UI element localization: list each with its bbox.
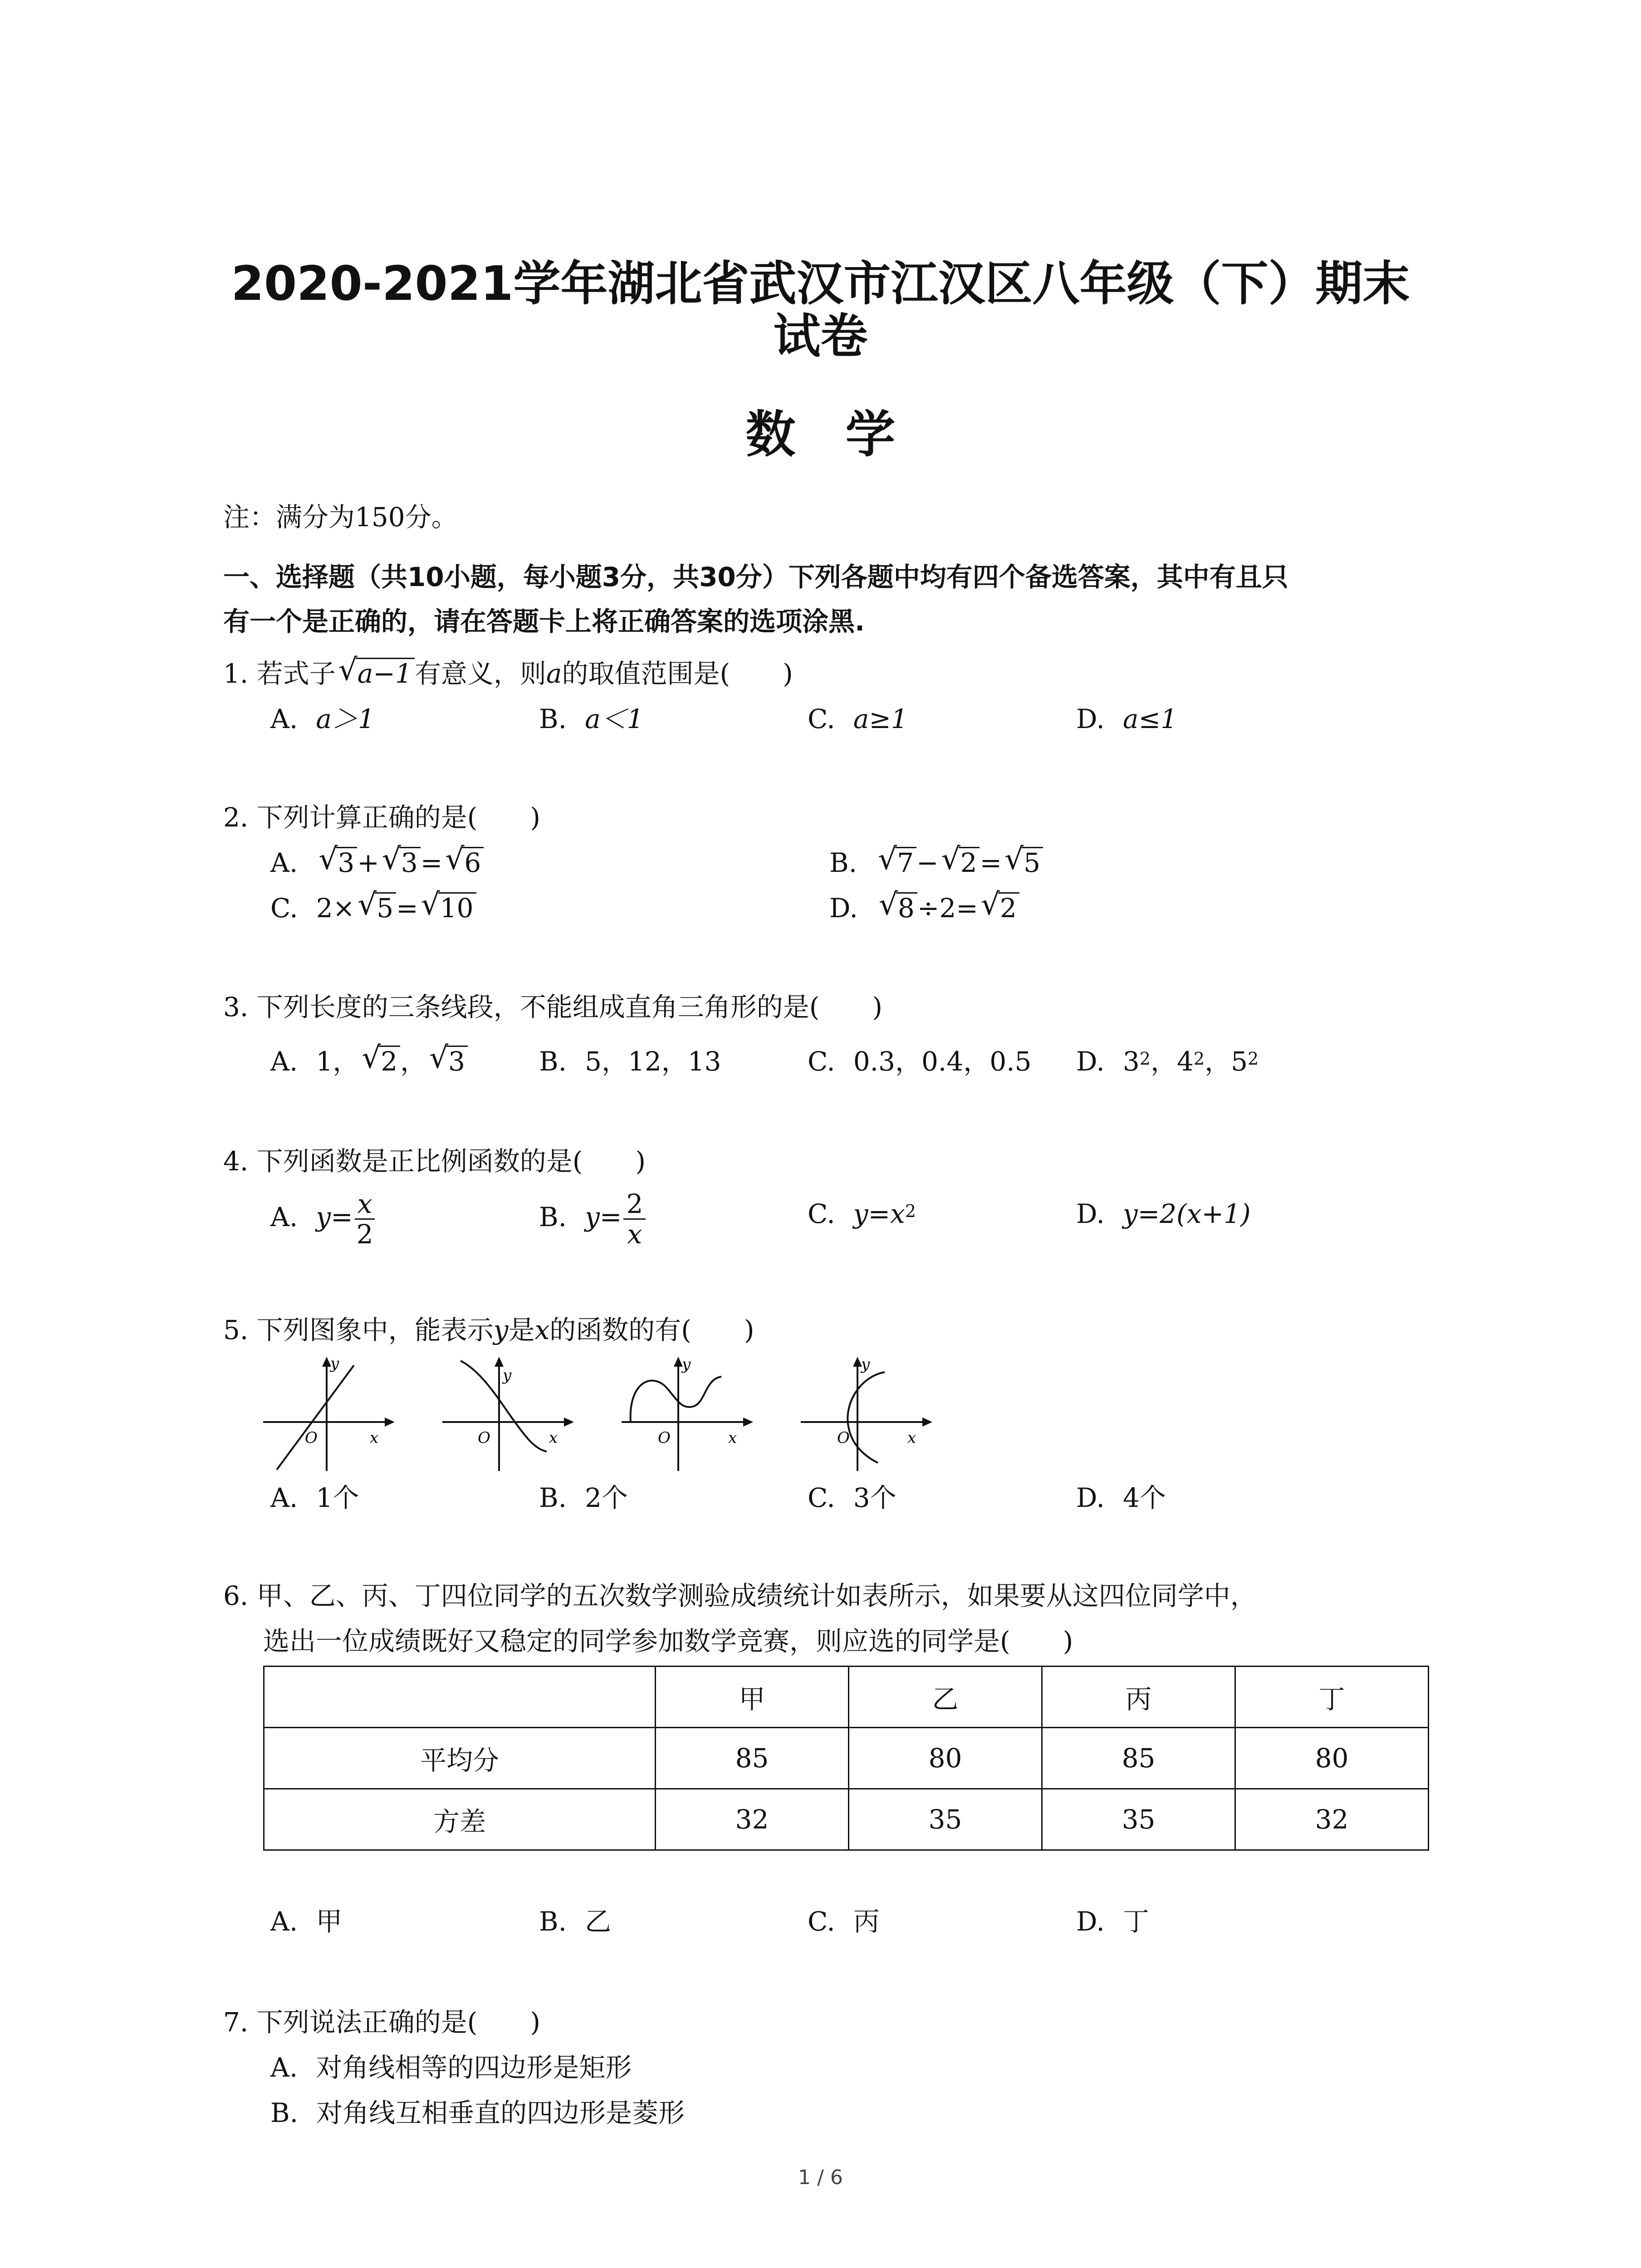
q3-option-d[interactable]: D. $3^2$，$4^2$，$5^2$ xyxy=(1076,1046,1259,1077)
graph-d-sideways-parabola xyxy=(801,1354,937,1472)
svg-text:O: O xyxy=(837,1429,850,1447)
q6-option-d[interactable]: D. 丁 xyxy=(1076,1906,1149,1937)
question-5-stem: 5. 下列图象中，能表示y是x的函数的有( ) xyxy=(223,1315,754,1345)
section1-instruction-line1: 一、选择题（共10小题，每小题3分，共30分）下列各题中均有四个备选答案，其中有且只 xyxy=(223,562,1288,592)
q3-option-c[interactable]: C. 0.3，0.4，0.5 xyxy=(808,1046,1032,1077)
section1-instruction-line2: 有一个是正确的，请在答题卡上将正确答案的选项涂黑. xyxy=(223,606,865,637)
q7-option-b[interactable]: B. 对角线互相垂直的四边形是菱形 xyxy=(270,2097,685,2128)
q3-option-b[interactable]: B. 5，12，13 xyxy=(539,1046,721,1077)
q6-option-c[interactable]: C. 丙 xyxy=(808,1906,880,1937)
q1-option-b[interactable]: B. a＜1 xyxy=(539,704,644,734)
page-number: 1 / 6 xyxy=(798,2166,843,2189)
q5-option-d[interactable]: D. 4个 xyxy=(1076,1482,1166,1513)
question-2-stem: 2. 下列计算正确的是( ) xyxy=(223,802,541,833)
question-3-stem: 3. 下列长度的三条线段，不能组成直角三角形的是( ) xyxy=(223,992,883,1022)
svg-text:y: y xyxy=(503,1366,512,1384)
svg-text:x: x xyxy=(907,1429,916,1447)
question-7-stem: 7. 下列说法正确的是( ) xyxy=(223,2007,541,2038)
table-row: 方差 32 35 35 32 xyxy=(264,1789,1429,1850)
score-note: 注：满分为150分。 xyxy=(223,502,458,533)
q5-option-c[interactable]: C. 3个 xyxy=(808,1482,896,1513)
radical-expression: √ a−1 xyxy=(338,655,415,692)
q4-option-d[interactable]: D. y=2(x+1) xyxy=(1076,1198,1251,1229)
exam-title-line1: 2020-2021学年湖北省武汉市江汉区八年级（下）期末 xyxy=(231,256,1410,311)
svg-text:y: y xyxy=(861,1355,870,1374)
q1-option-a[interactable]: A. a＞1 xyxy=(270,704,375,734)
svg-text:y: y xyxy=(682,1355,691,1374)
svg-text:x: x xyxy=(370,1429,379,1447)
svg-text:y: y xyxy=(330,1354,339,1373)
exam-title-line2: 试卷 xyxy=(773,308,868,364)
table-row: 平均分 85 80 85 80 xyxy=(264,1728,1429,1789)
q5-option-a[interactable]: A. 1个 xyxy=(270,1482,359,1513)
q7-option-a[interactable]: A. 对角线相等的四边形是矩形 xyxy=(270,2052,632,2083)
svg-text:O: O xyxy=(658,1429,671,1447)
table-header-row: 甲 乙 丙 丁 xyxy=(264,1667,1429,1728)
q2-option-c[interactable]: C. 2× √ 5 = √ 10 xyxy=(270,890,476,926)
q4-option-a[interactable]: A. y= $\frac{x}{2}$ xyxy=(270,1189,377,1249)
svg-text:x: x xyxy=(728,1429,737,1447)
q2-option-b[interactable]: B. √ 7 − √ 2 = √ 5 xyxy=(829,845,1043,881)
svg-text:O: O xyxy=(305,1429,318,1447)
svg-text:x: x xyxy=(549,1429,558,1447)
question-6-stem-line1: 6. 甲、乙、丙、丁四位同学的五次数学测验成绩统计如表所示，如果要从这四位同学中， xyxy=(223,1580,1257,1611)
q4-option-b[interactable]: B. y= $\frac{2}{x}$ xyxy=(539,1189,647,1249)
q4-option-c[interactable]: C. $y=x^2$ xyxy=(808,1198,916,1229)
svg-text:O: O xyxy=(478,1429,490,1447)
q5-option-b[interactable]: B. 2个 xyxy=(539,1482,628,1513)
q3-option-a[interactable]: A. 1， √ 2 ， √ 3 xyxy=(270,1043,468,1080)
question-6-stem-line2: 选出一位成绩既好又稳定的同学参加数学竞赛，则应选的同学是( ) xyxy=(263,1626,1073,1657)
q2-option-d[interactable]: D. √ 8 ÷2= √ 2 xyxy=(829,890,1019,926)
graph-b-curve xyxy=(442,1354,578,1472)
q1-option-d[interactable]: D. a≤1 xyxy=(1076,704,1177,734)
exam-subject: 数学 xyxy=(745,406,945,464)
question-4-stem: 4. 下列函数是正比例函数的是( ) xyxy=(223,1146,646,1177)
graph-c-wave xyxy=(622,1354,758,1472)
question-1-stem: 1. 若式子 √ a−1 有意义，则a的取值范围是( ) xyxy=(223,655,793,692)
q6-option-a[interactable]: A. 甲 xyxy=(270,1906,343,1937)
q1-option-c[interactable]: C. a≥1 xyxy=(808,704,908,734)
q6-option-b[interactable]: B. 乙 xyxy=(539,1906,612,1937)
q2-option-a[interactable]: A. √ 3 + √ 3 = √ 6 xyxy=(270,845,484,881)
scores-table xyxy=(263,1666,1429,1851)
graph-a-line xyxy=(263,1354,399,1472)
